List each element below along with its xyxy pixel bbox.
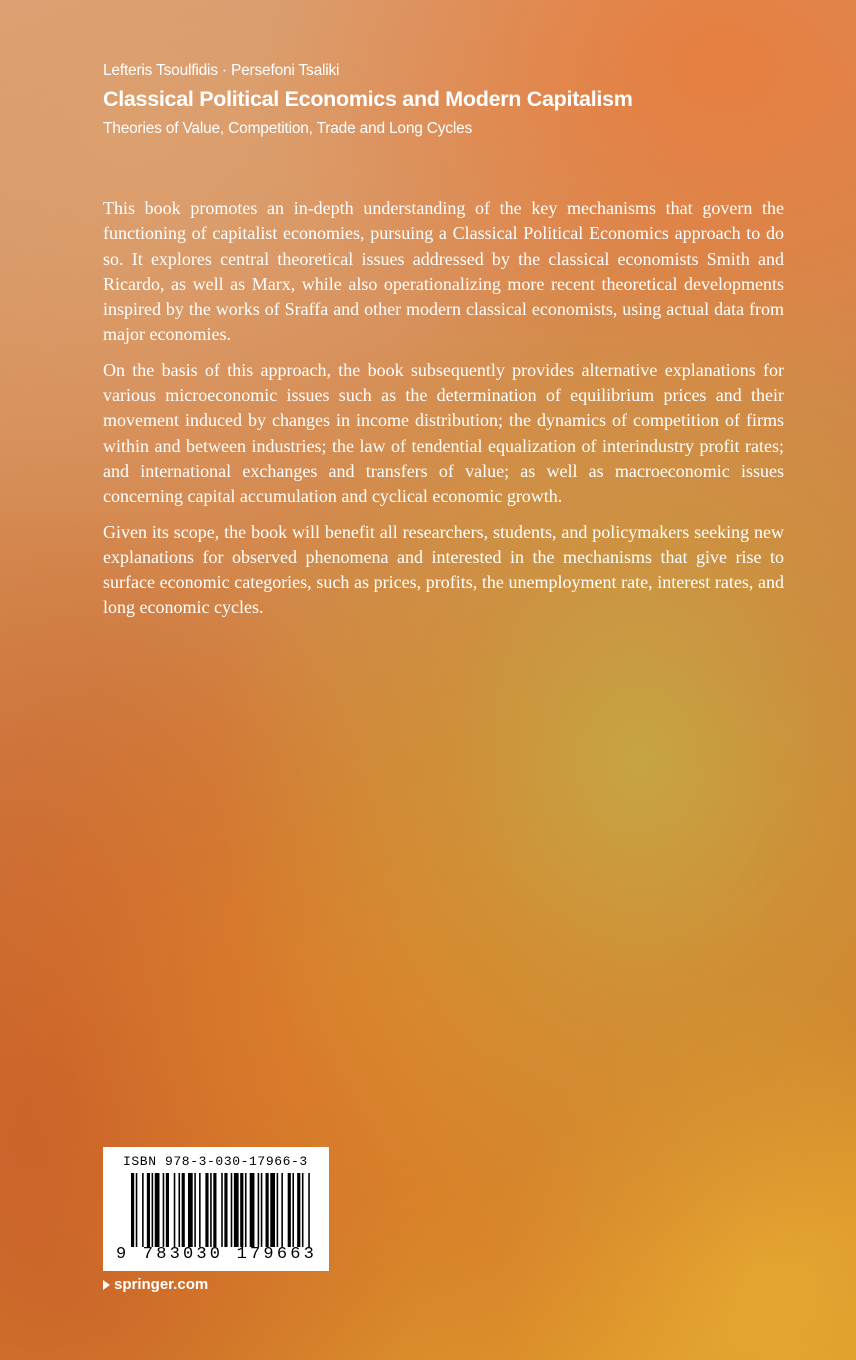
publisher-link[interactable]: [103, 1276, 208, 1293]
description-paragraph-3: Given its scope, the book will benefit all researchers, students, and policymakers seeking new explanations for observed phenomena and interested in the mechanisms that give rise to surface economic categories, such as prices, profits, the unemployment rate, interest rates, and long economic cycles.: [103, 521, 784, 618]
description-paragraph-2: On the basis of this approach, the book subsequently provides alternative explanations for various microeconomic issues such as the determination of equilibrium prices and their movement induced by changes in income distribution; the dynamics of competition of firms within and between industries; the law of tendential equalization of interindustry profit rates; and international exchanges and transfers of value; as well as macroeconomic issues concerning capital accumulation and cyclical economic growth.: [103, 359, 784, 507]
book-description: [103, 196, 784, 631]
isbn-barcode-block: [103, 1147, 329, 1271]
book-subtitle: Theories of Value, Competition, Trade and Long Cycles: [103, 120, 473, 137]
book-title: Classical Political Economics and Modern Capitalism: [103, 87, 633, 111]
barcode-digits: 9 783030 179663: [116, 1245, 318, 1264]
triangle-right-icon: [103, 1280, 110, 1290]
isbn-label: ISBN 978-3-030-17966-3: [123, 1154, 308, 1169]
cover-header: [103, 60, 803, 140]
publisher-link-text: springer.com: [114, 1276, 209, 1293]
barcode-icon: [131, 1173, 313, 1247]
description-paragraph-1: This book promotes an in-depth understanding of the key mechanisms that govern the functioning of capitalist economies, pursuing a Classical Political Economics approach to do so. It explores central theoretical issues addressed by the classical economists Smith and Ricardo, as well as Marx, while also operationalizing more recent theoretical developments inspired by the works of Sraffa and other modern classical economists, using actual data from major economies.: [103, 198, 784, 345]
authors: Lefteris Tsoulfidis · Persefoni Tsaliki: [103, 62, 340, 79]
